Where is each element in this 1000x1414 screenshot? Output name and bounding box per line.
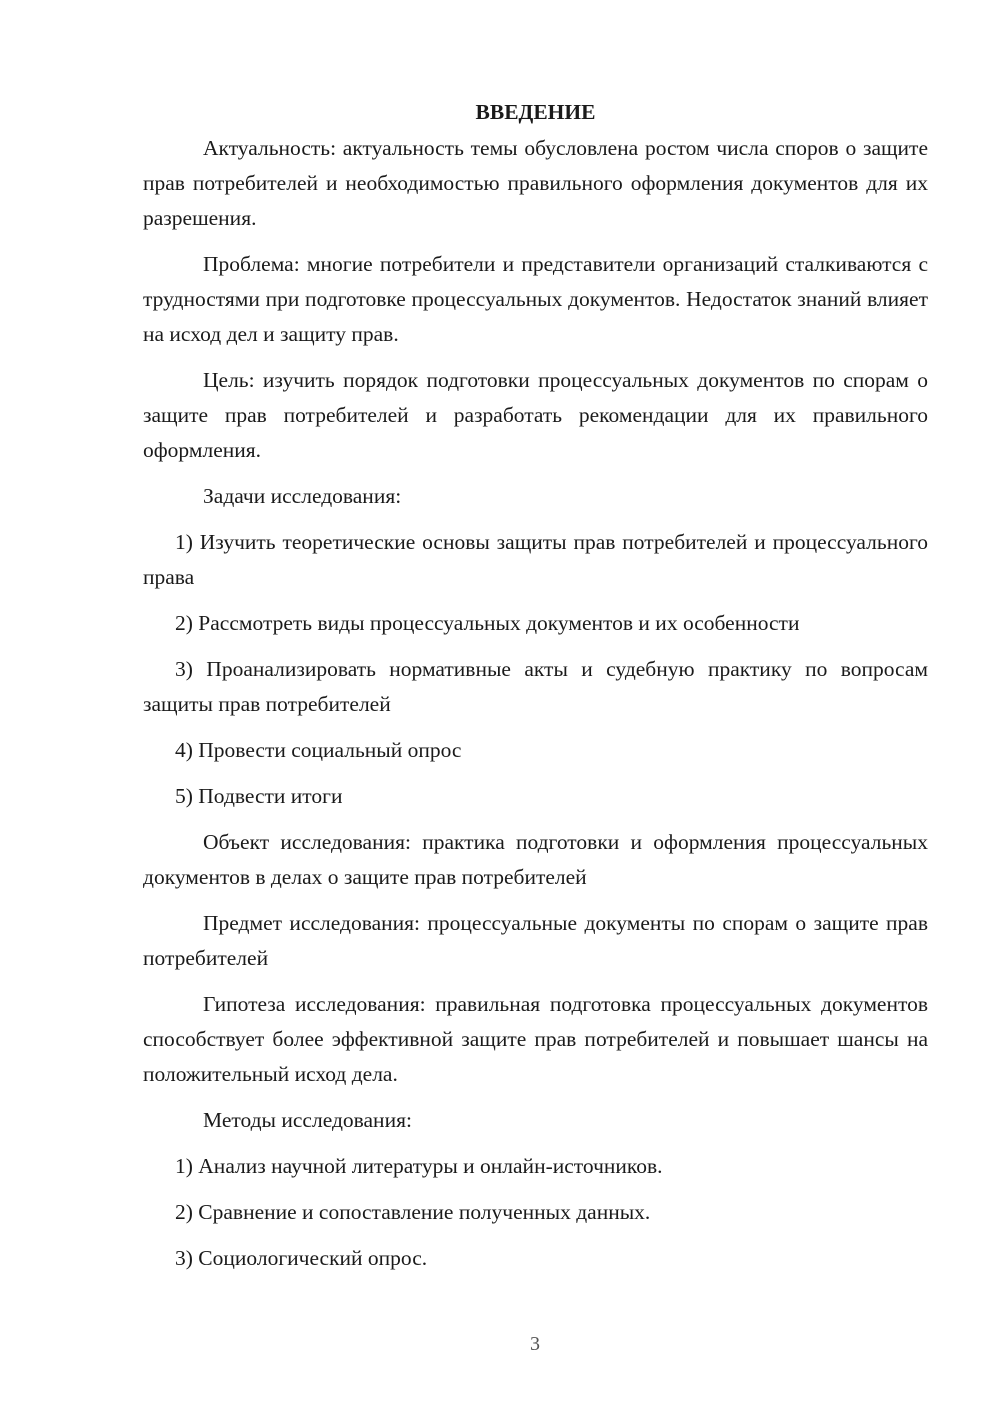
task-item: 4) Провести социальный опрос — [175, 738, 462, 762]
method-item: 3) Социологический опрос. — [175, 1246, 428, 1270]
hypothesis-paragraph: Гипотеза исследования: правильная подготовка процессуальных документов способствует более эффективной защите прав потребителей и повышает шансы на положительный исход дела. — [143, 992, 928, 1086]
task-item: 1) Изучить теоретические основы защиты прав потребителей и процессуального права — [143, 530, 928, 589]
methods-heading: Методы исследования: — [203, 1108, 412, 1132]
method-item: 1) Анализ научной литературы и онлайн-источников. — [175, 1154, 663, 1178]
task-item: 5) Подвести итоги — [175, 784, 343, 808]
subject-paragraph: Предмет исследования: процессуальные документы по спорам о защите прав потребителей — [143, 911, 928, 970]
page-content — [143, 97, 928, 1287]
method-item: 2) Сравнение и сопоставление полученных данных. — [175, 1200, 651, 1224]
tasks-heading: Задачи исследования: — [203, 484, 402, 508]
problem-paragraph: Проблема: многие потребители и представители организаций сталкиваются с трудностями при подготовке процессуальных документов. Недостаток знаний влияет на исход дел и защиту прав. — [143, 252, 928, 346]
object-paragraph: Объект исследования: практика подготовки и оформления процессуальных документов в делах о защите прав потребителей — [143, 830, 928, 889]
section-title: ВВЕДЕНИЕ — [475, 100, 596, 124]
goal-paragraph: Цель: изучить порядок подготовки процессуальных документов по спорам о защите прав потребителей и разработать рекомендации для их правильного оформления. — [143, 368, 928, 462]
task-item: 3) Проанализировать нормативные акты и судебную практику по вопросам защиты прав потребителей — [143, 657, 928, 716]
task-item: 2) Рассмотреть виды процессуальных документов и их особенности — [175, 611, 800, 635]
page-number: 3 — [530, 1333, 540, 1355]
relevance-paragraph: Актуальность: актуальность темы обусловлена ростом числа споров о защите прав потребителей и необходимостью правильного оформления документов для их разрешения. — [143, 136, 928, 230]
